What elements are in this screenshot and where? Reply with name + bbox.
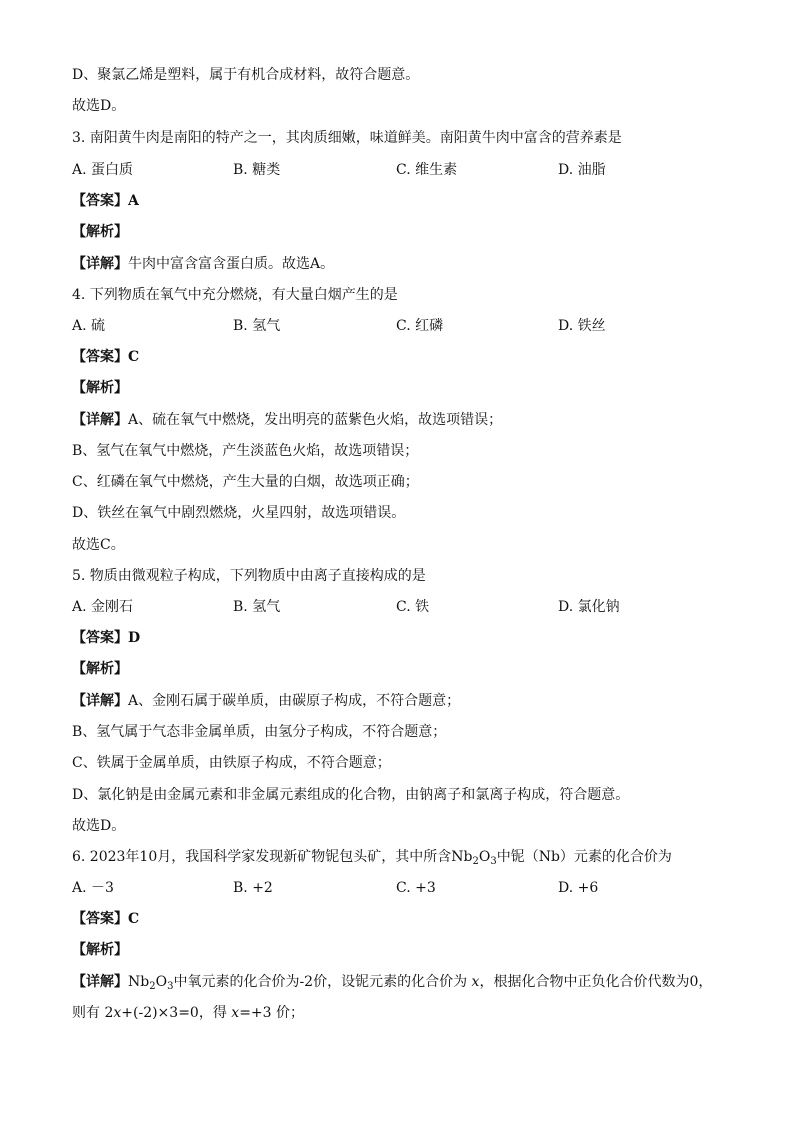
q6-var-x: x: [471, 974, 480, 990]
q5-detail-c: C、铁属于金属单质，由铁原子构成，不符合题意；: [72, 755, 391, 771]
q4-detail-d: D、铁丝在氧气中剧烈燃烧，火星四射，故选项错误。: [72, 505, 406, 521]
q5-stem: 5. 物质由微观粒子构成，下列物质中由离子直接构成的是: [72, 568, 426, 584]
q3-option-c: C. 维生素: [396, 162, 458, 178]
q6-detail-end: ，根据化合物中正负化合价代数为0，: [479, 974, 713, 990]
q3-analysis-label: 【解析】: [72, 224, 128, 240]
q5-option-c: C. 铁: [396, 599, 430, 615]
q6-detail-line2: [72, 1004, 304, 1022]
q3-answer: 【答案】A: [72, 193, 139, 209]
q4-conclusion: 故选C。: [72, 537, 125, 553]
q6-formula-sub1: 2: [472, 856, 479, 867]
q3-option-a: A. 蛋白质: [72, 162, 134, 178]
q6-formula-sub2: 3: [490, 856, 497, 867]
q6-line2-prefix: 则有 2: [72, 1005, 114, 1021]
q4-option-d: D. 铁丝: [558, 318, 606, 334]
q6-stem: [72, 848, 672, 866]
q4-option-a: A. 硫: [72, 318, 106, 334]
q5-detail-tag: 【详解】: [72, 693, 128, 709]
q6-answer: 【答案】C: [72, 911, 140, 927]
q6-detail-mid: 中氧元素的化合价为-2价，设铌元素的化合价为: [173, 974, 468, 990]
q6-stem-suffix: 中铌（Nb）元素的化合价为: [496, 849, 672, 865]
q6-options: [72, 879, 722, 897]
q5-option-a: A. 金刚石: [72, 599, 134, 615]
q3-options: [72, 161, 722, 179]
q6-option-b: B. +2: [233, 880, 273, 896]
q3-detail: [72, 255, 334, 273]
q6-line2-mid: +(-2)×3=0，得: [121, 1005, 232, 1021]
q6-formula-o: O: [478, 849, 491, 865]
q6-analysis-label: 【解析】: [72, 942, 128, 958]
q6-line2-end: =+3 价；: [239, 1005, 305, 1021]
q6-detail-formula-o: O: [155, 974, 168, 990]
q4-detail-tag: 【详解】: [72, 412, 128, 428]
q4-stem: 4. 下列物质在氧气中充分燃烧，有大量白烟产生的是: [72, 287, 398, 303]
q2-conclusion: 故选D。: [72, 98, 126, 114]
q3-option-b: B. 糖类: [233, 162, 281, 178]
q5-detail-a-text: A、金刚石属于碳单质，由碳原子构成，不符合题意；: [128, 693, 461, 709]
q6-option-d: D. +6: [558, 880, 599, 896]
q4-option-b: B. 氢气: [233, 318, 281, 334]
q6-detail-line1: [72, 973, 712, 991]
q5-answer: 【答案】D: [72, 630, 141, 646]
q4-options: [72, 317, 722, 335]
q6-formula: [451, 849, 496, 865]
q6-detail-formula-sub1: 2: [149, 981, 156, 992]
q5-detail-b: B、氢气属于气态非金属单质，由氢分子构成，不符合题意；: [72, 724, 447, 740]
q4-detail-b: B、氢气在氧气中燃烧，产生淡蓝色火焰，故选项错误；: [72, 443, 419, 459]
q3-stem: 3. 南阳黄牛肉是南阳的特产之一，其肉质细嫩，味道鲜美。南阳黄牛肉中富含的营养素是: [72, 130, 622, 146]
q4-option-c: C. 红磷: [396, 318, 444, 334]
q6-formula-nb: Nb: [451, 849, 473, 865]
q4-analysis-label: 【解析】: [72, 380, 128, 396]
q2-option-d-explanation: D、聚氯乙烯是塑料，属于有机合成材料，故符合题意。: [72, 67, 420, 83]
q6-detail-formula-sub2: 3: [167, 981, 174, 992]
q4-detail-a-text: A、硫在氧气中燃烧，发出明亮的蓝紫色火焰，故选项错误；: [128, 412, 503, 428]
q5-detail-a: [72, 692, 460, 710]
q5-options: [72, 598, 722, 616]
q4-answer: 【答案】C: [72, 349, 140, 365]
q6-option-c: C. +3: [396, 880, 436, 896]
q5-option-b: B. 氢气: [233, 599, 281, 615]
q5-analysis-label: 【解析】: [72, 661, 128, 677]
q3-option-d: D. 油脂: [558, 162, 606, 178]
q5-conclusion: 故选D。: [72, 818, 126, 834]
q4-detail-c: C、红磷在氧气中燃烧，产生大量的白烟，故选项正确；: [72, 474, 419, 490]
q3-detail-tag: 【详解】: [72, 256, 128, 272]
q3-detail-text: 牛肉中富含富含蛋白质。故选A。: [128, 256, 335, 272]
q5-option-d: D. 氯化钠: [558, 599, 620, 615]
q6-line2-var-x2: x: [231, 1005, 240, 1021]
q6-stem-prefix: 6. 2023年10月，我国科学家发现新矿物铌包头矿，其中所含: [72, 849, 452, 865]
q6-option-a: A. －3: [72, 880, 114, 896]
q6-detail-formula-nb: Nb: [128, 974, 150, 990]
q6-line2-var-x1: x: [113, 1005, 122, 1021]
q6-detail-tag: 【详解】: [72, 974, 128, 990]
q4-detail-a: [72, 411, 502, 429]
q5-detail-d: D、氯化钠是由金属元素和非金属元素组成的化合物，由钠离子和氯离子构成，符合题意。: [72, 787, 630, 803]
